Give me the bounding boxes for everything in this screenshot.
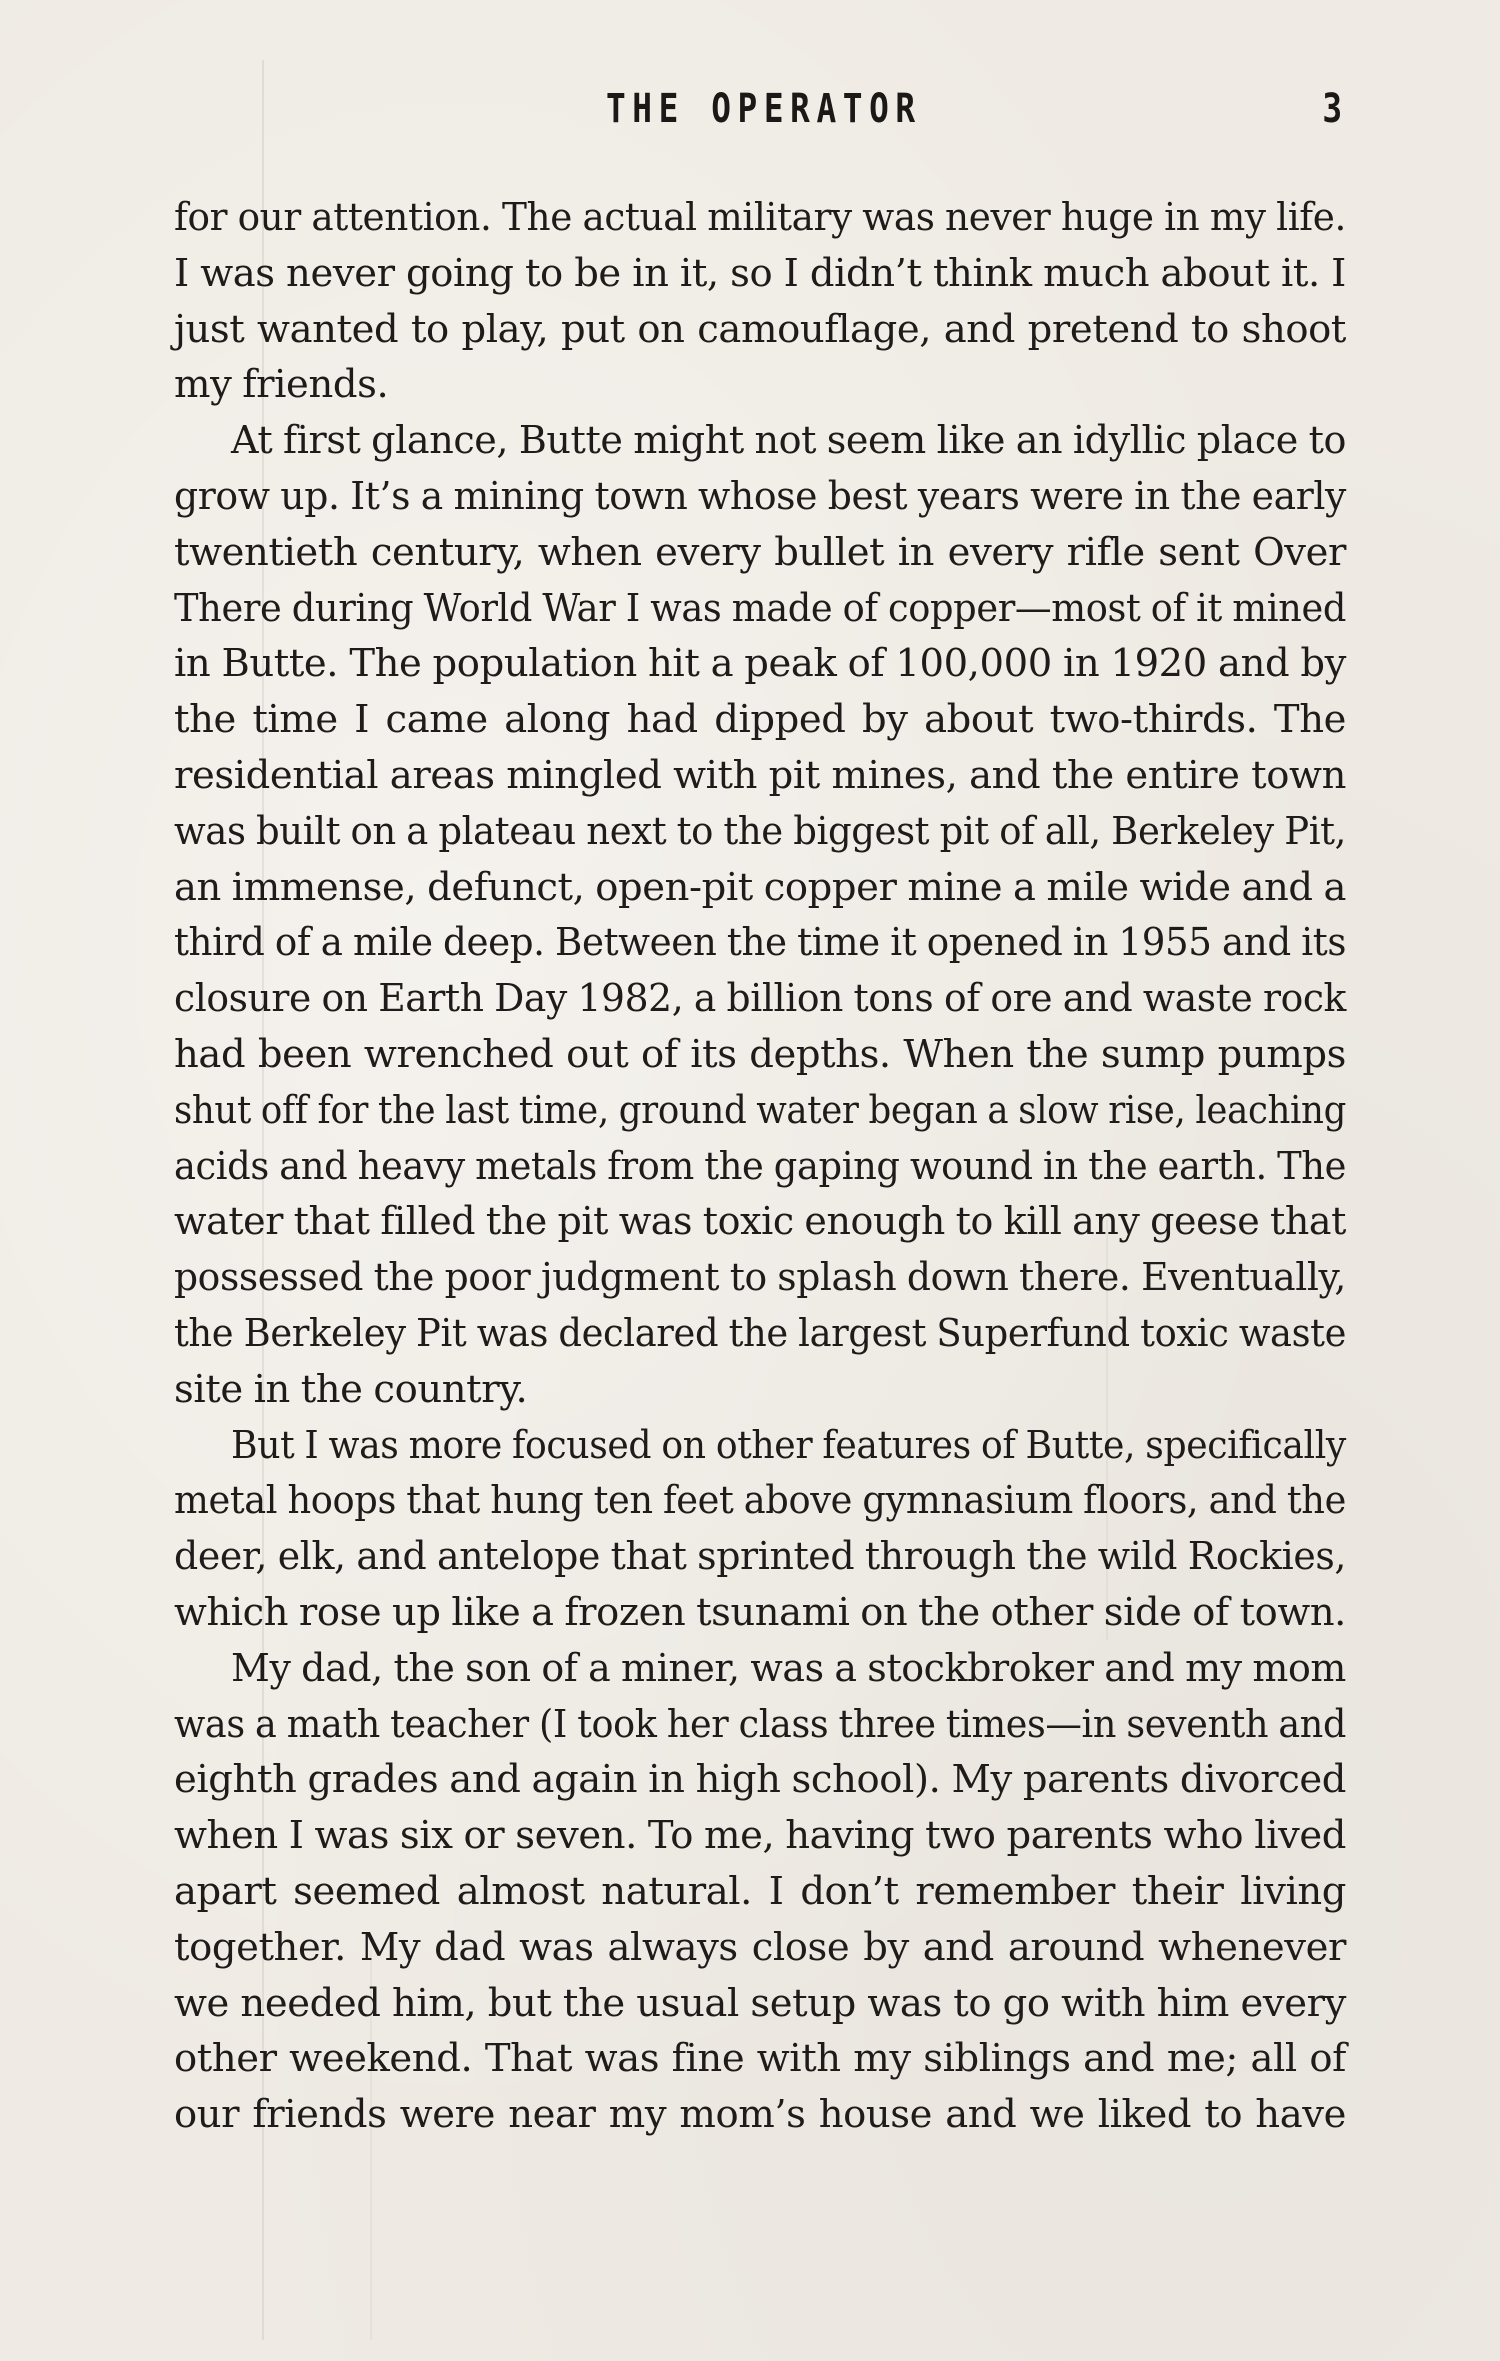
page-number: 3 [1322,86,1342,132]
text-line: possessed the poor judgment to splash down there. Eventually, [174,1255,1346,1301]
text-line: closure on Earth Day 1982, a billion tons of ore and waste rock [174,976,1346,1022]
running-head [0,86,1500,142]
text-line: There during World War I was made of copper—most of it mined [174,585,1347,631]
body-text [174,190,1346,2143]
text-line: metal hoops that hung ten feet above gymnasium floors, and the [174,1478,1346,1524]
text-line: deer, elk, and antelope that sprinted through the wild Rockies, [174,1534,1347,1580]
text-line: in Butte. The population hit a peak of 100,000 in 1920 and by [174,641,1346,687]
text-line: just wanted to play, put on camouflage, and pretend to shoot [174,306,1346,352]
text-line: grow up. It’s a mining town whose best years were in the early [174,473,1346,519]
text-line: the time I came along had dipped by about two-thirds. The [174,697,1346,743]
text-line: shut off for the last time, ground water began a slow rise, leaching [174,1087,1346,1133]
text-line: my friends. [174,362,389,408]
text-line: which rose up like a frozen tsunami on the other side of town. [174,1589,1346,1635]
text-line: I was never going to be in it, so I didn’t think much about it. I [174,250,1346,296]
text-line: residential areas mingled with pit mines, and the entire town [174,752,1346,798]
text-line: an immense, defunct, open-pit copper mine a mile wide and a [174,864,1347,910]
text-line: together. My dad was always close by and around whenever [174,1924,1346,1970]
text-line: when I was six or seven. To me, having two parents who lived [174,1813,1346,1859]
text-line: My dad, the son of a miner, was a stockbroker and my mom [231,1645,1346,1691]
text-line: apart seemed almost natural. I don’t remember their living [174,1868,1346,1914]
running-title: THE OPERATOR [606,86,922,132]
text-line: was a math teacher (I took her class three times—in seventh and [174,1701,1346,1747]
text-line: But I was more focused on other features of Butte, specifically [231,1422,1346,1468]
text-line: eighth grades and again in high school). My parents divorced [174,1757,1346,1803]
text-line: third of a mile deep. Between the time it opened in 1955 and its [174,920,1347,966]
text-line: the Berkeley Pit was declared the largest Superfund toxic waste [174,1310,1347,1356]
text-line: At first glance, Butte might not seem like an idyllic place to [231,418,1347,464]
text-line: site in the country. [174,1366,528,1412]
text-line: other weekend. That was fine with my siblings and me; all of [174,2036,1346,2082]
text-line: water that filled the pit was toxic enough to kill any geese that [174,1199,1346,1245]
text-line: twentieth century, when every bullet in every rifle sent Over [174,529,1346,575]
text-line: we needed him, but the usual setup was to go with him every [174,1980,1346,2026]
text-line: acids and heavy metals from the gaping wound in the earth. The [174,1143,1347,1189]
text-line: for our attention. The actual military was never huge in my life. [174,195,1346,240]
text-line: our friends were near my mom’s house and we liked to have [174,2092,1346,2138]
text-line: had been wrenched out of its depths. When the sump pumps [174,1031,1346,1077]
text-line: was built on a plateau next to the biggest pit of all, Berkeley Pit, [174,808,1347,854]
